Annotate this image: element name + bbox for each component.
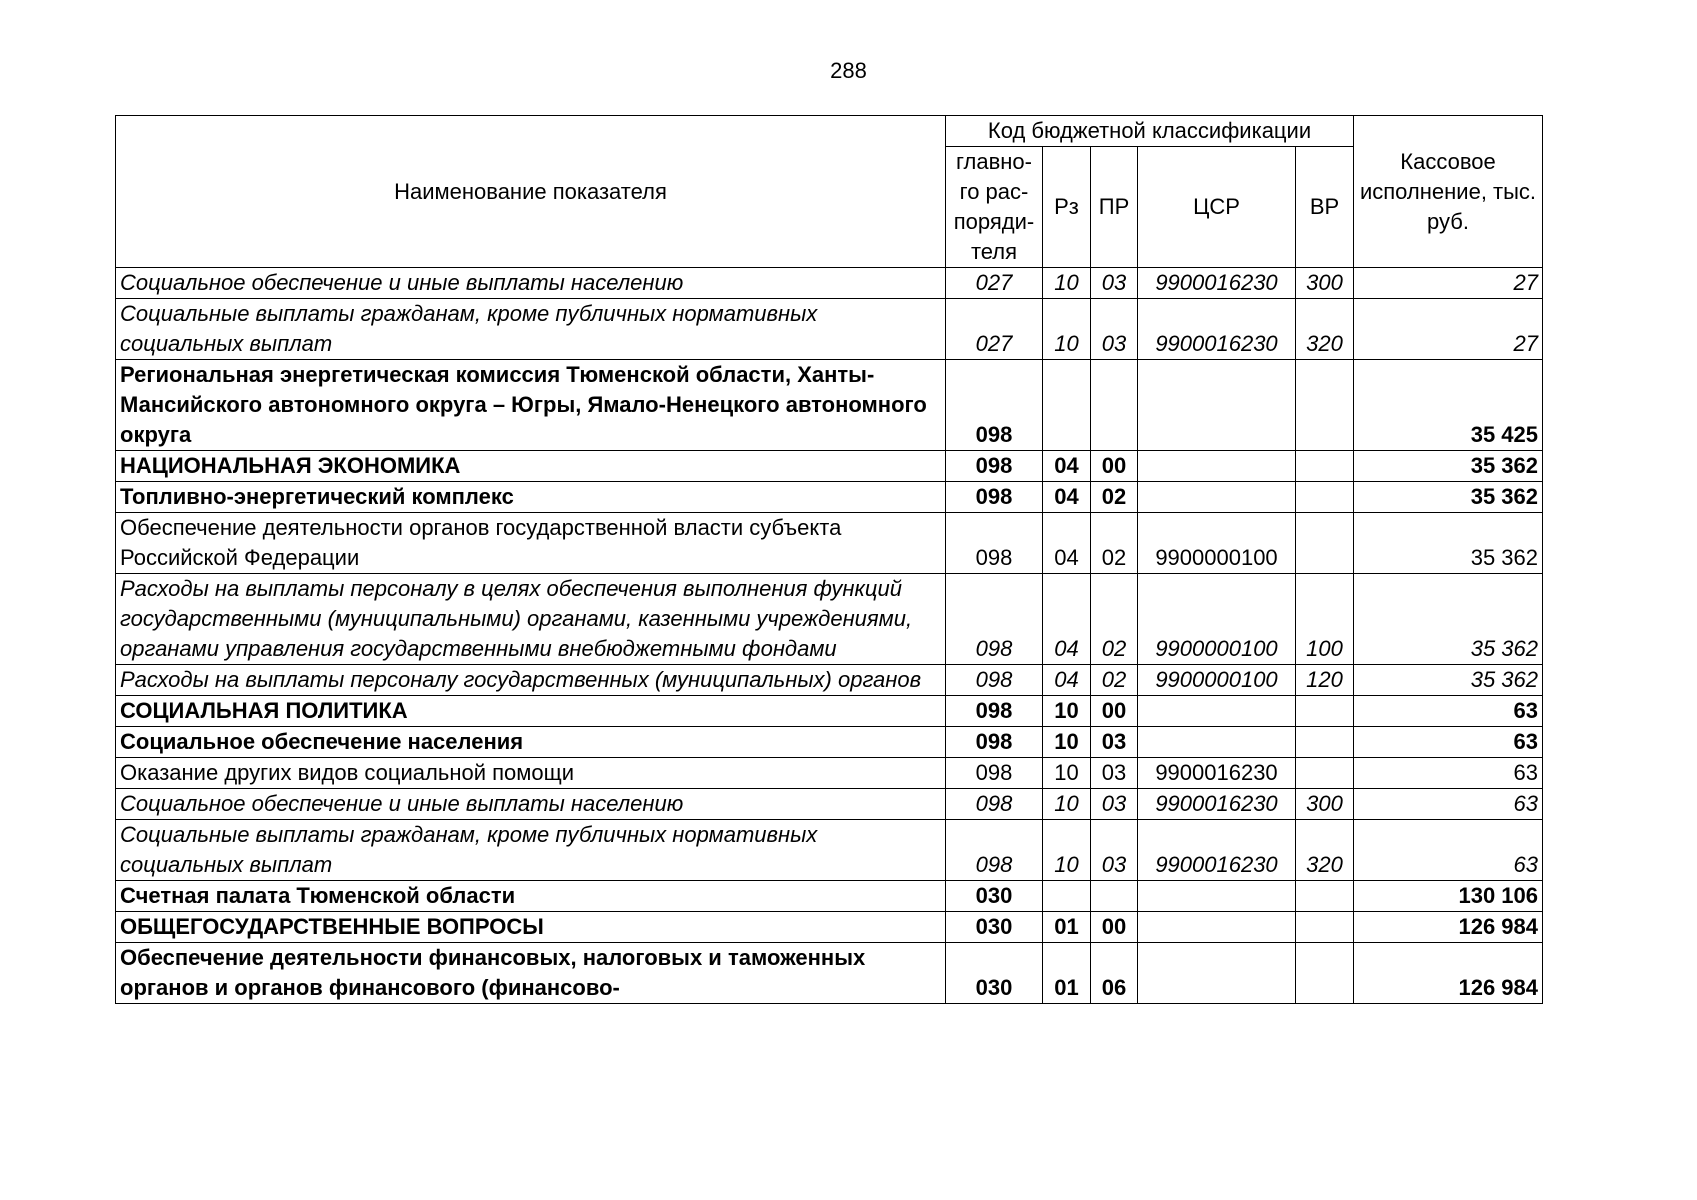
- cell-csr: [1138, 881, 1296, 912]
- cell-name: НАЦИОНАЛЬНАЯ ЭКОНОМИКА: [116, 451, 946, 482]
- cell-rz: 01: [1043, 912, 1091, 943]
- cell-pr: 03: [1091, 299, 1138, 360]
- cell-pr: [1091, 881, 1138, 912]
- table-header: [116, 116, 1543, 268]
- cell-csr: 9900016230: [1138, 268, 1296, 299]
- cell-glav: 030: [946, 912, 1043, 943]
- cell-pr: [1091, 360, 1138, 451]
- cell-glav: 098: [946, 789, 1043, 820]
- header-csr: ЦСР: [1138, 147, 1296, 268]
- header-amount: Кассовое исполнение, тыс. руб.: [1354, 116, 1543, 268]
- cell-vr: 100: [1296, 574, 1354, 665]
- cell-csr: 9900000100: [1138, 513, 1296, 574]
- cell-pr: 00: [1091, 912, 1138, 943]
- table-row: [116, 482, 1543, 513]
- cell-pr: 02: [1091, 513, 1138, 574]
- cell-amount: 35 362: [1354, 451, 1543, 482]
- cell-vr: 300: [1296, 268, 1354, 299]
- cell-pr: 03: [1091, 820, 1138, 881]
- cell-rz: 04: [1043, 513, 1091, 574]
- cell-rz: [1043, 360, 1091, 451]
- table-row: [116, 696, 1543, 727]
- cell-rz: 10: [1043, 789, 1091, 820]
- cell-vr: [1296, 881, 1354, 912]
- table-row: [116, 727, 1543, 758]
- table-row: [116, 513, 1543, 574]
- cell-rz: [1043, 881, 1091, 912]
- cell-pr: 00: [1091, 696, 1138, 727]
- cell-name: Социальное обеспечение и иные выплаты населению: [116, 789, 946, 820]
- cell-rz: 10: [1043, 758, 1091, 789]
- table-row: [116, 451, 1543, 482]
- cell-name: СОЦИАЛЬНАЯ ПОЛИТИКА: [116, 696, 946, 727]
- cell-glav: 098: [946, 360, 1043, 451]
- table-row: [116, 758, 1543, 789]
- cell-csr: 9900016230: [1138, 758, 1296, 789]
- cell-vr: [1296, 758, 1354, 789]
- cell-amount: 35 362: [1354, 665, 1543, 696]
- cell-csr: 9900016230: [1138, 789, 1296, 820]
- cell-pr: 06: [1091, 943, 1138, 1004]
- cell-name: Оказание других видов социальной помощи: [116, 758, 946, 789]
- cell-glav: 030: [946, 881, 1043, 912]
- cell-rz: 04: [1043, 574, 1091, 665]
- cell-amount: 27: [1354, 268, 1543, 299]
- cell-amount: 35 425: [1354, 360, 1543, 451]
- table-row: [116, 665, 1543, 696]
- cell-glav: 027: [946, 299, 1043, 360]
- cell-amount: 63: [1354, 696, 1543, 727]
- cell-glav: 098: [946, 482, 1043, 513]
- cell-csr: 9900016230: [1138, 820, 1296, 881]
- cell-name: Расходы на выплаты персоналу государственных (муниципальных) органов: [116, 665, 946, 696]
- cell-amount: 27: [1354, 299, 1543, 360]
- cell-amount: 63: [1354, 820, 1543, 881]
- table-body: [116, 268, 1543, 1004]
- cell-amount: 63: [1354, 727, 1543, 758]
- cell-vr: 320: [1296, 299, 1354, 360]
- header-name: Наименование показателя: [116, 116, 946, 268]
- cell-pr: 03: [1091, 268, 1138, 299]
- cell-amount: 126 984: [1354, 912, 1543, 943]
- table-row: [116, 268, 1543, 299]
- cell-name: Региональная энергетическая комиссия Тюменской области, Ханты-Мансийского автономного округа – Югры, Ямало-Ненецкого автономного округа: [116, 360, 946, 451]
- cell-vr: [1296, 451, 1354, 482]
- cell-amount: 35 362: [1354, 482, 1543, 513]
- budget-table: [115, 115, 1543, 1004]
- header-rz: Рз: [1043, 147, 1091, 268]
- table-row: [116, 943, 1543, 1004]
- cell-name: Топливно-энергетический комплекс: [116, 482, 946, 513]
- cell-rz: 10: [1043, 268, 1091, 299]
- cell-vr: 320: [1296, 820, 1354, 881]
- cell-csr: [1138, 482, 1296, 513]
- table-row: [116, 789, 1543, 820]
- cell-pr: 03: [1091, 789, 1138, 820]
- cell-csr: [1138, 360, 1296, 451]
- cell-csr: 9900000100: [1138, 574, 1296, 665]
- cell-vr: [1296, 513, 1354, 574]
- cell-amount: 63: [1354, 789, 1543, 820]
- header-glav: главно-го рас-поряди-теля: [946, 147, 1043, 268]
- cell-glav: 098: [946, 727, 1043, 758]
- cell-amount: 35 362: [1354, 574, 1543, 665]
- cell-name: Социальное обеспечение населения: [116, 727, 946, 758]
- cell-pr: 03: [1091, 727, 1138, 758]
- cell-glav: 098: [946, 451, 1043, 482]
- header-code-group: Код бюджетной классификации: [946, 116, 1354, 147]
- cell-vr: 300: [1296, 789, 1354, 820]
- cell-amount: 130 106: [1354, 881, 1543, 912]
- cell-name: Обеспечение деятельности органов государственной власти субъекта Российской Федерации: [116, 513, 946, 574]
- page-number: 288: [830, 58, 867, 83]
- cell-rz: 04: [1043, 665, 1091, 696]
- cell-csr: 9900000100: [1138, 665, 1296, 696]
- cell-name: Счетная палата Тюменской области: [116, 881, 946, 912]
- cell-rz: 10: [1043, 820, 1091, 881]
- cell-amount: 63: [1354, 758, 1543, 789]
- cell-csr: [1138, 451, 1296, 482]
- cell-vr: [1296, 482, 1354, 513]
- cell-pr: 00: [1091, 451, 1138, 482]
- cell-rz: 01: [1043, 943, 1091, 1004]
- cell-glav: 098: [946, 696, 1043, 727]
- table-row: [116, 299, 1543, 360]
- cell-name: Социальные выплаты гражданам, кроме публичных нормативных социальных выплат: [116, 299, 946, 360]
- table-row: [116, 820, 1543, 881]
- cell-name: Социальное обеспечение и иные выплаты населению: [116, 268, 946, 299]
- cell-name: ОБЩЕГОСУДАРСТВЕННЫЕ ВОПРОСЫ: [116, 912, 946, 943]
- cell-pr: 02: [1091, 482, 1138, 513]
- cell-vr: 120: [1296, 665, 1354, 696]
- cell-glav: 027: [946, 268, 1043, 299]
- cell-glav: 098: [946, 513, 1043, 574]
- cell-glav: 098: [946, 574, 1043, 665]
- header-pr: ПР: [1091, 147, 1138, 268]
- cell-vr: [1296, 360, 1354, 451]
- cell-rz: 04: [1043, 482, 1091, 513]
- cell-rz: 04: [1043, 451, 1091, 482]
- cell-vr: [1296, 696, 1354, 727]
- cell-glav: 098: [946, 820, 1043, 881]
- cell-name: Расходы на выплаты персоналу в целях обеспечения выполнения функций государственными (муниципальными) органами, казенными учреждениями, органами управления государственными внебюджетными фондами: [116, 574, 946, 665]
- table-row: [116, 912, 1543, 943]
- cell-name: Обеспечение деятельности финансовых, налоговых и таможенных органов и органов финансового (финансово-: [116, 943, 946, 1004]
- cell-csr: [1138, 912, 1296, 943]
- cell-vr: [1296, 727, 1354, 758]
- cell-vr: [1296, 912, 1354, 943]
- cell-csr: [1138, 727, 1296, 758]
- cell-pr: 02: [1091, 574, 1138, 665]
- cell-rz: 10: [1043, 299, 1091, 360]
- cell-glav: 030: [946, 943, 1043, 1004]
- cell-csr: [1138, 696, 1296, 727]
- cell-amount: 35 362: [1354, 513, 1543, 574]
- cell-rz: 10: [1043, 696, 1091, 727]
- cell-pr: 03: [1091, 758, 1138, 789]
- header-vr: ВР: [1296, 147, 1354, 268]
- cell-rz: 10: [1043, 727, 1091, 758]
- cell-glav: 098: [946, 665, 1043, 696]
- table-row: [116, 360, 1543, 451]
- cell-name: Социальные выплаты гражданам, кроме публичных нормативных социальных выплат: [116, 820, 946, 881]
- cell-vr: [1296, 943, 1354, 1004]
- cell-csr: 9900016230: [1138, 299, 1296, 360]
- cell-amount: 126 984: [1354, 943, 1543, 1004]
- cell-pr: 02: [1091, 665, 1138, 696]
- cell-glav: 098: [946, 758, 1043, 789]
- table-row: [116, 881, 1543, 912]
- cell-csr: [1138, 943, 1296, 1004]
- table-row: [116, 574, 1543, 665]
